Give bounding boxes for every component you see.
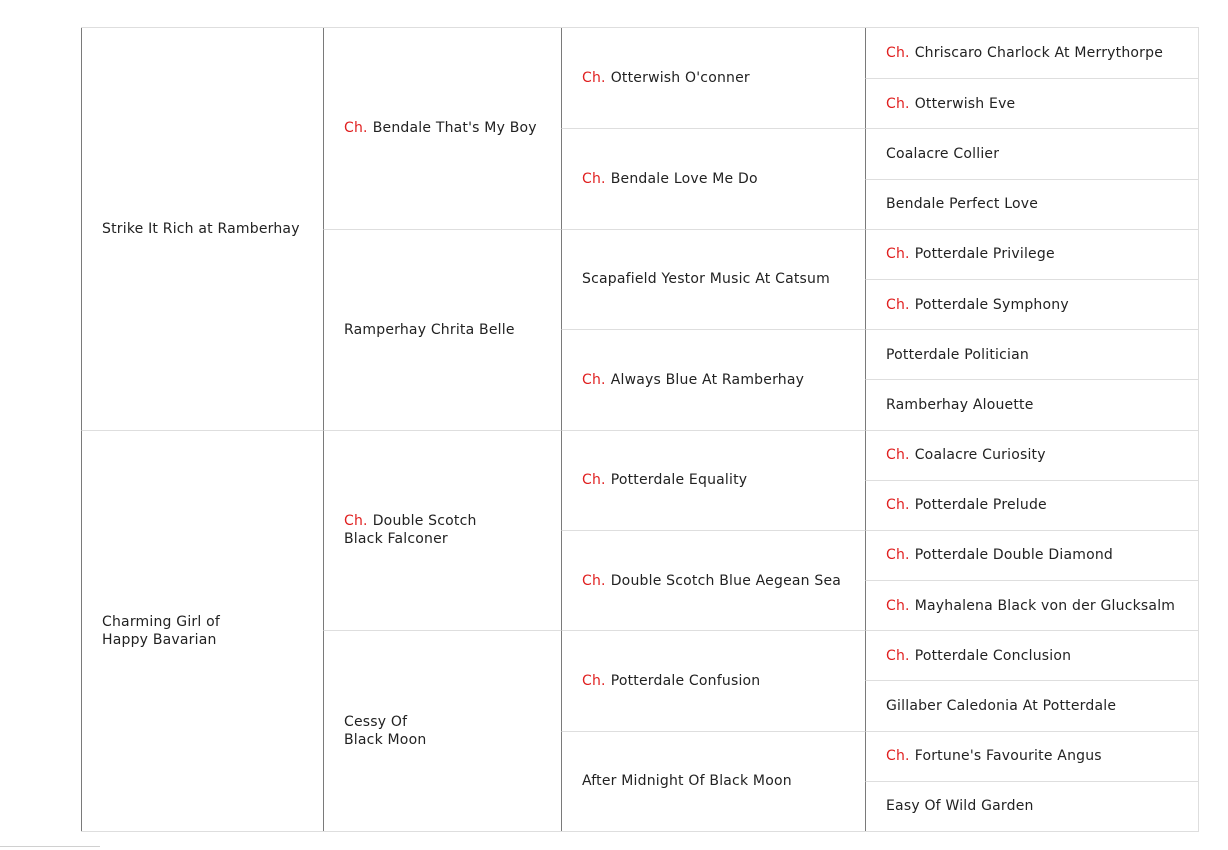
pedigree-cell-gen2 — [323, 28, 561, 229]
dog-entry — [582, 672, 760, 690]
dog-entry — [582, 69, 750, 87]
dog-entry — [582, 772, 792, 790]
pedigree-cell-gen4 — [865, 229, 1199, 279]
champion-title: Ch. — [886, 447, 910, 464]
dog-entry — [886, 747, 1102, 765]
dog-name: Mayhalena Black von der Glucksalm — [914, 597, 1176, 614]
pedigree-cell-gen3 — [561, 430, 865, 530]
dog-name: Potterdale Double Diamond — [914, 547, 1114, 564]
dog-name: Strike It Rich at Ramberhay — [102, 220, 300, 237]
dog-name: Potterdale Equality — [610, 472, 748, 489]
champion-title: Ch. — [886, 748, 910, 765]
pedigree-cell-gen1 — [81, 430, 323, 832]
champion-title: Ch. — [344, 513, 368, 530]
dog-name: Fortune's Favourite Angus — [914, 748, 1102, 765]
dog-name: Gillaber Caledonia At Potterdale — [886, 698, 1117, 715]
dog-entry — [886, 697, 1116, 715]
pedigree-cell-gen4 — [865, 430, 1199, 480]
dog-name: Always Blue At Ramberhay — [610, 371, 805, 388]
dog-entry — [886, 647, 1071, 665]
dog-entry — [582, 471, 747, 489]
pedigree-cell-gen4 — [865, 28, 1199, 78]
pedigree-table — [81, 27, 1199, 832]
dog-name: Bendale That's My Boy — [372, 120, 537, 137]
champion-title: Ch. — [886, 647, 910, 664]
dog-entry — [344, 321, 515, 339]
pedigree-cell-gen2 — [323, 229, 561, 430]
pedigree-cell-gen3 — [561, 329, 865, 429]
page-divider — [0, 846, 100, 847]
dog-entry — [582, 270, 830, 288]
pedigree-cell-gen3 — [561, 630, 865, 730]
pedigree-cell-gen4 — [865, 680, 1199, 730]
pedigree-cell-gen4 — [865, 530, 1199, 580]
dog-entry — [886, 44, 1163, 62]
dog-name: Bendale Perfect Love — [886, 196, 1039, 213]
dog-entry — [344, 119, 537, 137]
dog-name: After Midnight Of Black Moon — [582, 773, 792, 790]
champion-title: Ch. — [886, 547, 910, 564]
pedigree-cell-gen3 — [561, 530, 865, 630]
dog-entry — [886, 296, 1069, 314]
pedigree-cell-gen2 — [323, 630, 561, 831]
pedigree-cell-gen4 — [865, 128, 1199, 178]
champion-title: Ch. — [582, 472, 606, 489]
dog-entry — [582, 170, 758, 188]
pedigree-cell-gen3 — [561, 229, 865, 329]
pedigree-cell-gen3 — [561, 731, 865, 831]
champion-title: Ch. — [886, 296, 910, 313]
champion-title: Ch. — [582, 70, 606, 87]
dog-name: Easy Of Wild Garden — [886, 798, 1034, 815]
dog-name: Otterwish O'conner — [610, 70, 750, 87]
dog-entry — [582, 371, 804, 389]
dog-name: Potterdale Politician — [886, 346, 1029, 363]
pedigree-cell-gen4 — [865, 179, 1199, 229]
champion-title: Ch. — [582, 672, 606, 689]
dog-entry — [886, 546, 1113, 564]
dog-name: Coalacre Collier — [886, 145, 1000, 162]
champion-title: Ch. — [582, 572, 606, 589]
dog-name: Potterdale Prelude — [914, 497, 1047, 514]
pedigree-cell-gen4 — [865, 379, 1199, 429]
dog-name: Potterdale Privilege — [914, 246, 1055, 263]
dog-entry — [886, 145, 999, 163]
pedigree-cell-gen4 — [865, 329, 1199, 379]
pedigree-cell-gen4 — [865, 781, 1199, 831]
champion-title: Ch. — [886, 45, 910, 62]
champion-title: Ch. — [886, 246, 910, 263]
dog-name: Cessy Of Black Moon — [344, 714, 427, 749]
champion-title: Ch. — [886, 597, 910, 614]
pedigree-cell-gen4 — [865, 630, 1199, 680]
dog-name: Coalacre Curiosity — [914, 447, 1046, 464]
dog-entry — [886, 797, 1034, 815]
pedigree-cell-gen2 — [323, 430, 561, 631]
dog-entry — [886, 446, 1046, 464]
dog-name: Potterdale Confusion — [610, 672, 761, 689]
dog-name: Bendale Love Me Do — [610, 171, 758, 188]
champion-title: Ch. — [886, 95, 910, 112]
dog-name: Potterdale Conclusion — [914, 647, 1072, 664]
pedigree-cell-gen4 — [865, 78, 1199, 128]
dog-entry — [886, 346, 1029, 364]
dog-name: Potterdale Symphony — [914, 296, 1069, 313]
champion-title: Ch. — [582, 171, 606, 188]
dog-entry — [344, 713, 426, 749]
champion-title: Ch. — [582, 371, 606, 388]
dog-entry — [582, 572, 841, 590]
pedigree-cell-gen4 — [865, 279, 1199, 329]
dog-entry — [886, 396, 1034, 414]
dog-name: Otterwish Eve — [914, 95, 1016, 112]
pedigree-cell-gen4 — [865, 731, 1199, 781]
dog-entry — [886, 597, 1175, 615]
dog-entry — [886, 195, 1038, 213]
dog-entry — [886, 496, 1047, 514]
dog-entry — [344, 512, 477, 548]
dog-name: Double Scotch Black Falconer — [344, 513, 477, 548]
dog-name: Double Scotch Blue Aegean Sea — [610, 572, 842, 589]
pedigree-cell-gen1 — [81, 28, 323, 430]
dog-name: Scapafield Yestor Music At Catsum — [582, 271, 830, 288]
dog-entry — [886, 245, 1055, 263]
dog-entry — [102, 613, 220, 649]
pedigree-cell-gen4 — [865, 580, 1199, 630]
dog-name: Ramperhay Chrita Belle — [344, 321, 515, 338]
dog-entry — [102, 220, 300, 238]
pedigree-cell-gen4 — [865, 480, 1199, 530]
champion-title: Ch. — [886, 497, 910, 514]
dog-entry — [886, 95, 1015, 113]
pedigree-cell-gen3 — [561, 28, 865, 128]
pedigree-cell-gen3 — [561, 128, 865, 228]
dog-name: Ramberhay Alouette — [886, 396, 1034, 413]
champion-title: Ch. — [344, 120, 368, 137]
dog-name: Charming Girl of Happy Bavarian — [102, 613, 221, 648]
dog-name: Chriscaro Charlock At Merrythorpe — [914, 45, 1164, 62]
